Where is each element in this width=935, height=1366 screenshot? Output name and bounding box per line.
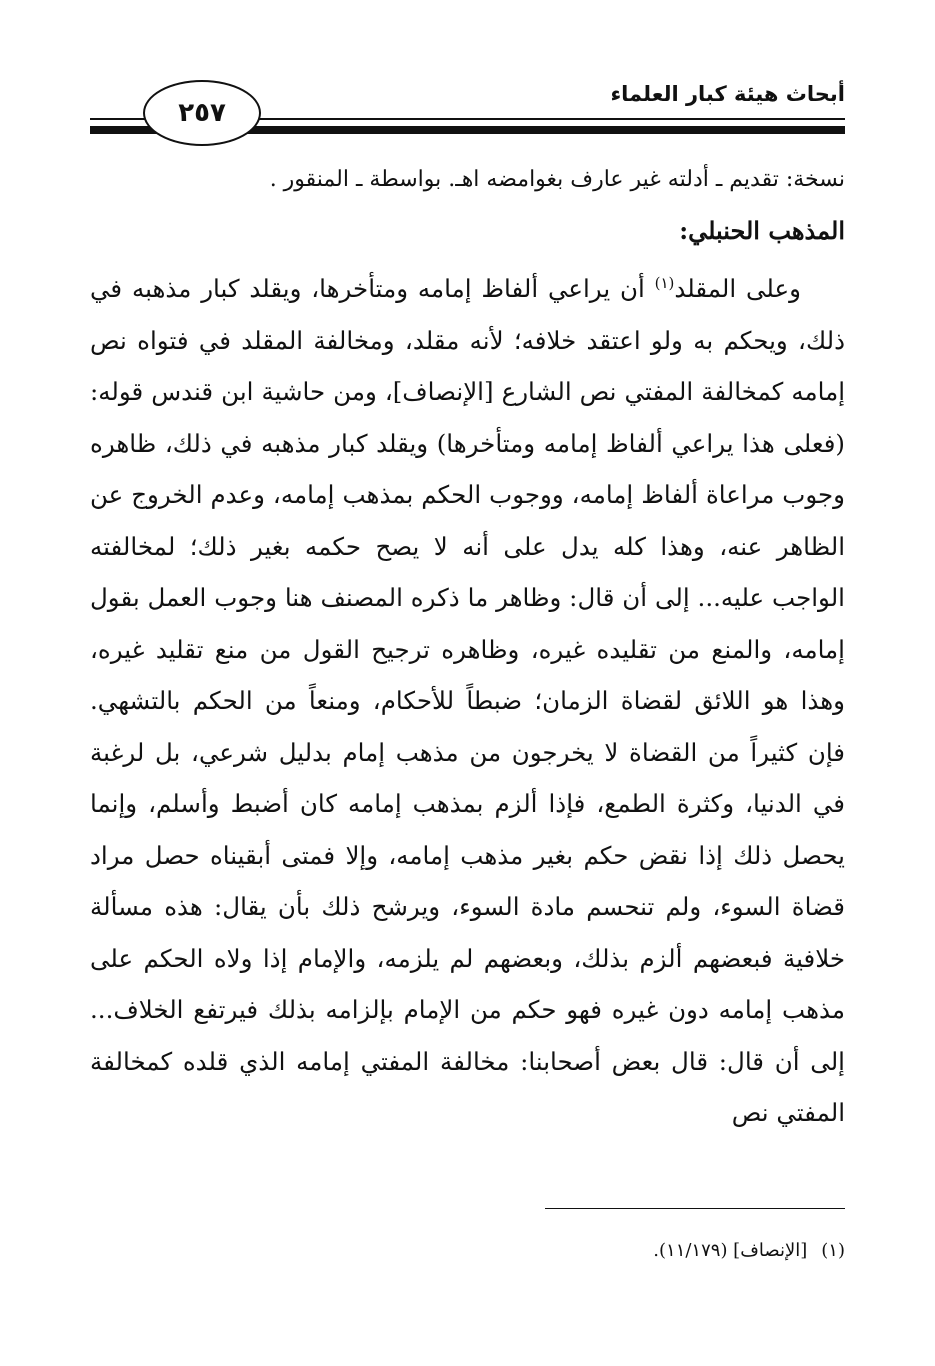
- footnote-number: (١): [821, 1240, 845, 1261]
- footnote-separator: [545, 1208, 845, 1209]
- page-body: [90, 165, 845, 1139]
- paragraph-start: وعلى المقلد: [674, 274, 801, 303]
- paragraph-text: أن يراعي ألفاظ إمامه ومتأخرها، ويقلد كبار مذهبه في ذلك، ويحكم به ولو اعتقد خلافه؛ لأنه مقلد، ومخالفة المقلد في فتواه نص إمامه كمخالفة المفتي نص الشارع [الإنصاف]، ومن حاشية ابن قندس قوله: (فعلى هذا يراعي ألفاظ إمامه ومتأخرها) ويقلد كبار مذهبه في ذلك، ظاهره وجوب مراعاة ألفاظ إمامه، ووجوب الحكم بمذهب إمامه، وعدم الخروج عن الظاهر عنه، وهذا كله يدل على أنه لا يصح حكمه بغير ذلك؛ لمخالفته الواجب عليه... إلى أن قال: وظاهر ما ذكره المصنف هنا وجوب العمل بقول إمامه، والمنع من تقليده غيره، وظاهره ترجيح القول من منع تقليد غيره، وهذا هو اللائق لقضاة الزمان؛ ضبطاً للأحكام، ومنعاً من الحكم بالتشهي. فإن كثيراً من القضاة لا يخرجون من مذهب إمام بدليل شرعي، بل لرغبة في الدنيا، وكثرة الطمع، فإذا ألزم بمذهب إمامه كان أضبط وأسلم، وإنما يحصل ذلك إذا نقض حكم بغير مذهب إمامه، وإلا فمتى أبقيناه حصل مراد قضاة السوء، ولم تنحسم مادة السوء، ويرشح ذلك بأن يقال: هذه مسألة خلافية فبعضهم ألزم بذلك، وبعضهم لم يلزمه، والإمام إذا ولاه الحكم على مذهب إمامه دون غيره فهو حكم من الإمام بإلزامه بذلك فيرتفع الخلاف... إلى أن قال: قال بعض أصحابنا: مخالفة المفتي إمامه الذي قلده كمخالفة المفتي نص: [90, 274, 845, 1127]
- footnote-text: [الإنصاف] (١١/١٧٩).: [653, 1240, 808, 1261]
- running-header-title: أبحاث هيئة كبار العلماء: [610, 82, 845, 106]
- page-number-badge: ٢٥٧: [143, 80, 261, 146]
- footnote-reference[interactable]: (١): [654, 273, 675, 292]
- section-heading: المذهب الحنبلي:: [679, 216, 845, 245]
- continuation-line: نسخة: تقديم ـ أدلته غير عارف بغوامضه اهـ. بواسطة ـ المنقور .: [269, 167, 845, 192]
- footnote: [653, 1238, 845, 1264]
- body-paragraph: [90, 263, 845, 1139]
